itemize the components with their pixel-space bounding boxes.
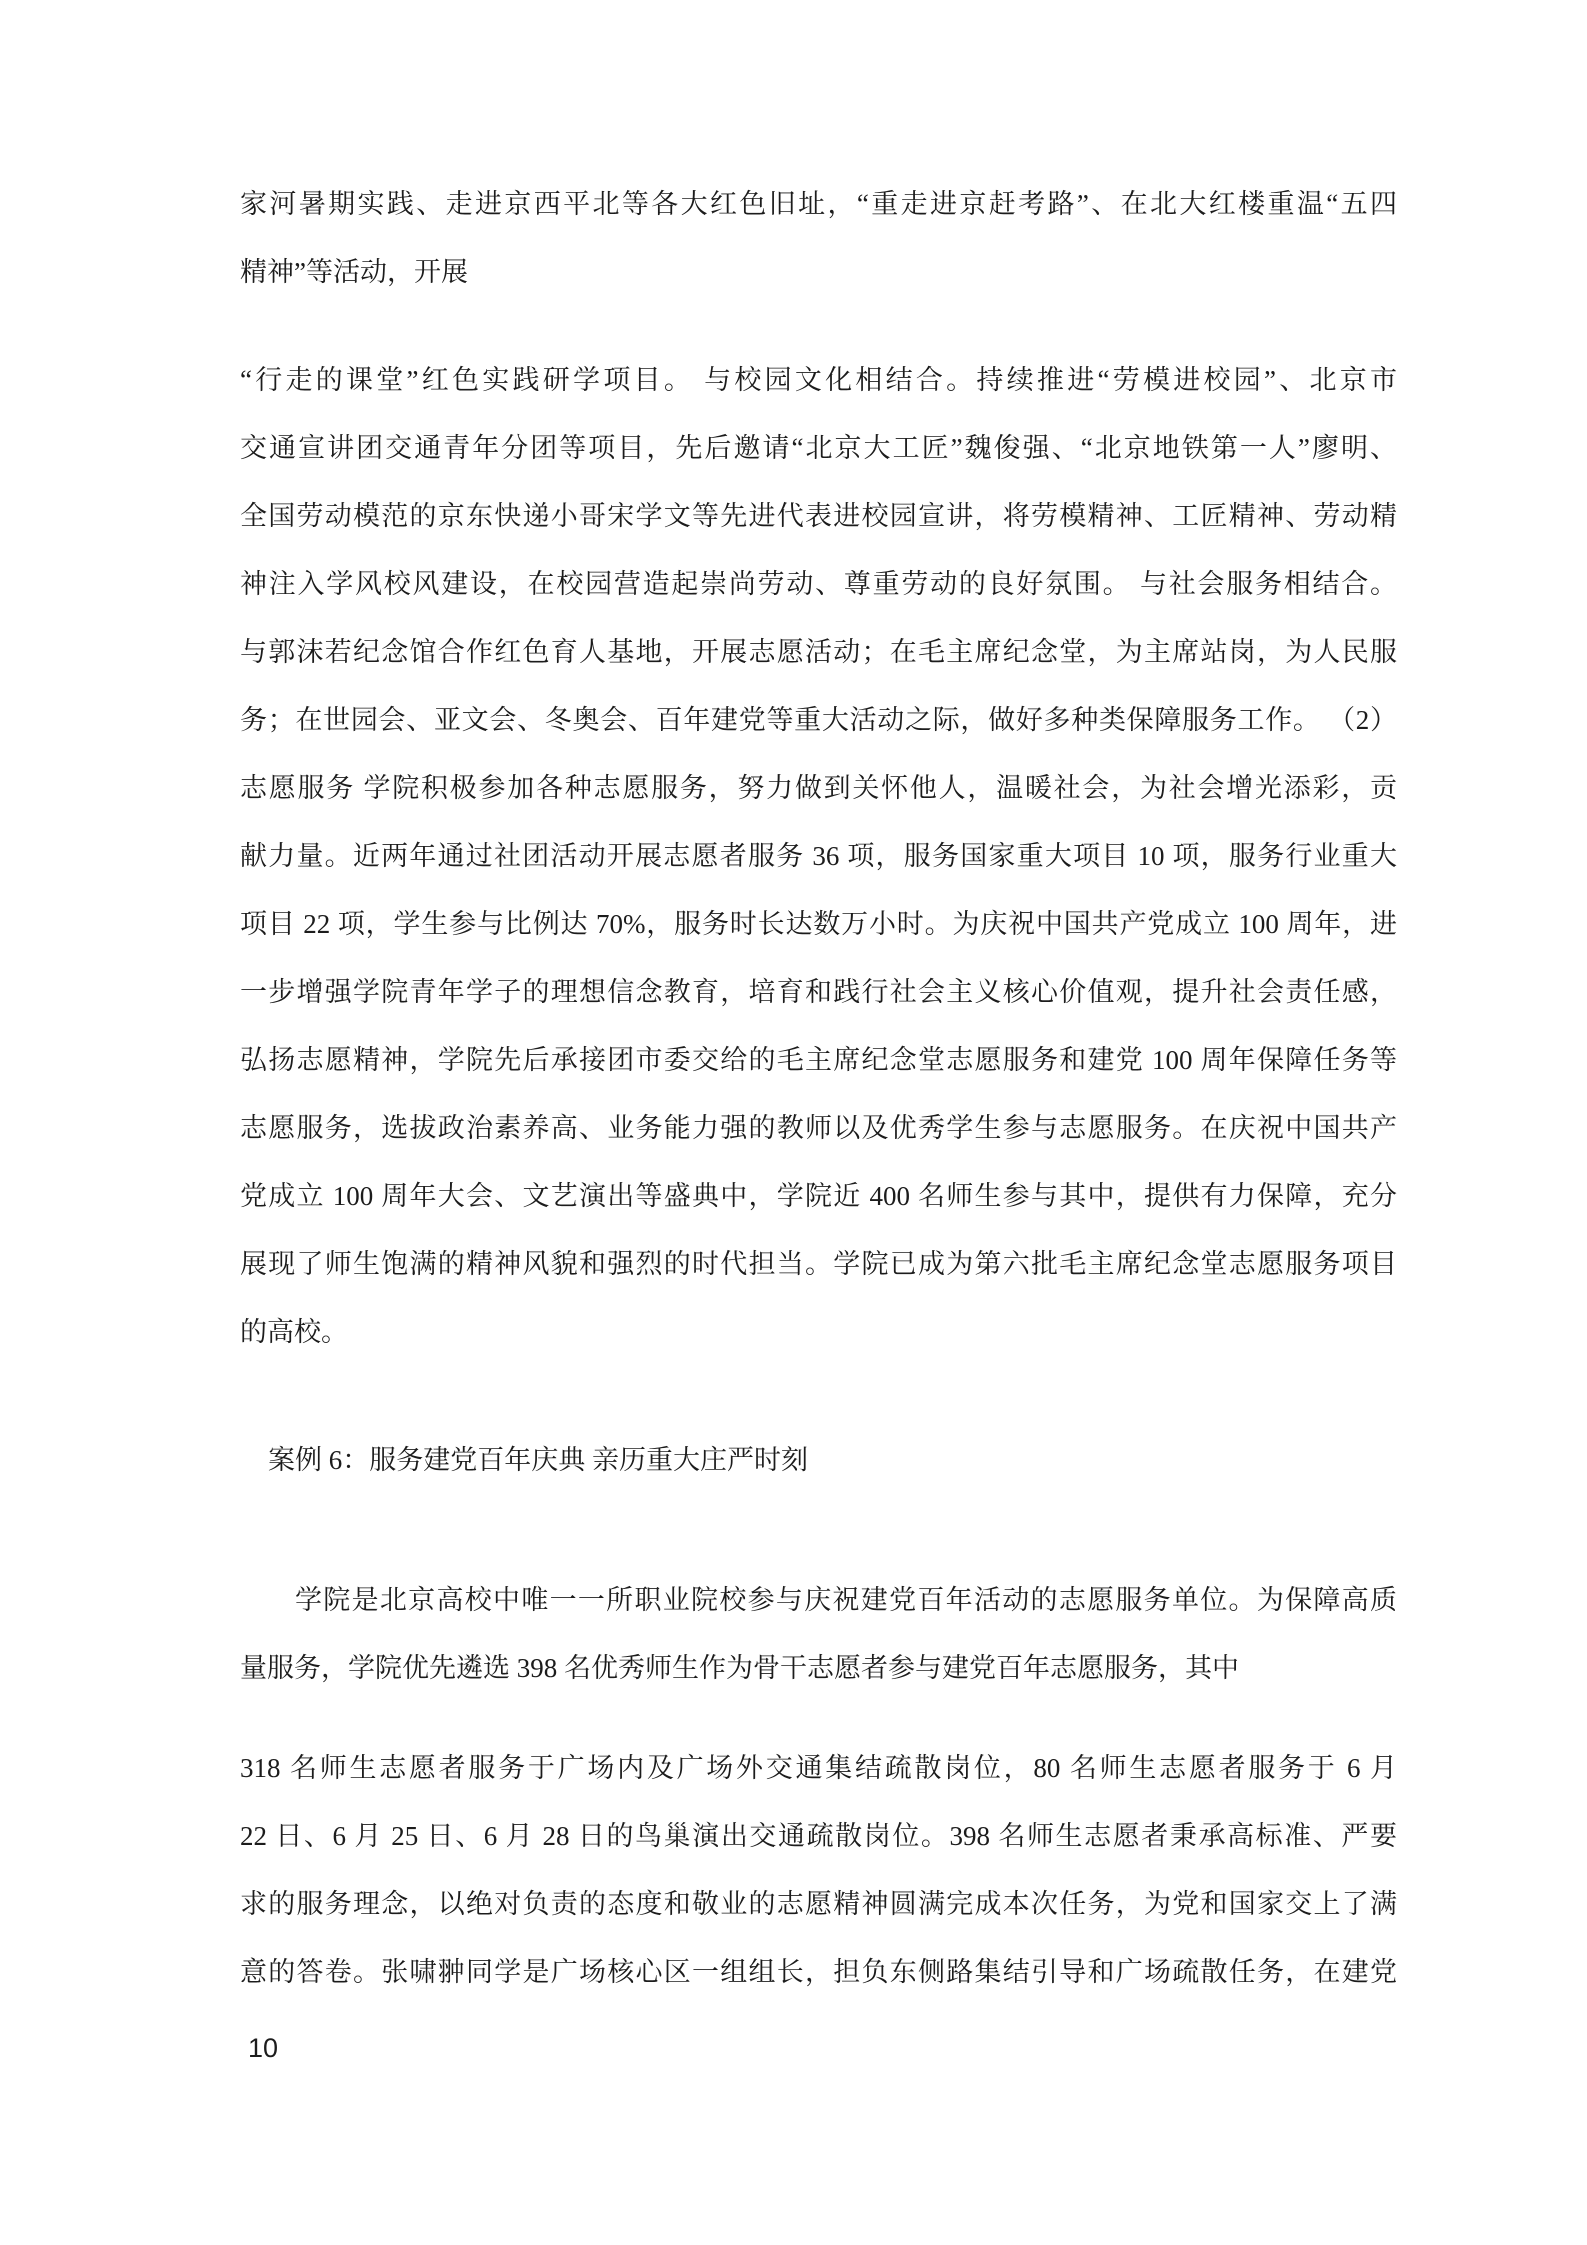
paragraph: [240, 346, 1397, 1366]
text-line: 项目 22 项，学生参与比例达 70%，服务时长达数万小时。为庆祝中国共产党成立 100 周年，进: [240, 909, 1397, 939]
text-line: 的高校。: [240, 1317, 348, 1347]
text-line: 318 名师生志愿者服务于广场内及广场外交通集结疏散岗位，80 名师生志愿者服务于 6 月: [240, 1753, 1397, 1783]
paragraph: [240, 1734, 1397, 2006]
text-line: 家河暑期实践、走进京西平北等各大红色旧址，“重走进京赶考路”、在北大红楼重温“五四: [240, 189, 1397, 219]
text-line: 全国劳动模范的京东快递小哥宋学文等先进代表进校园宣讲，将劳模精神、工匠精神、劳动精: [240, 501, 1397, 531]
paragraph: [240, 170, 1397, 306]
case-heading: 案例 6：服务建党百年庆典 亲历重大庄严时刻: [268, 1445, 808, 1475]
text-line: 学院是北京高校中唯一一所职业院校参与庆祝建党百年活动的志愿服务单位。为保障高质: [295, 1585, 1397, 1615]
text-line: 意的答卷。张啸翀同学是广场核心区一组组长，担负东侧路集结引导和广场疏散任务，在建党: [240, 1957, 1397, 1987]
text-line: 精神”等活动，开展: [240, 257, 468, 287]
text-line: 交通宣讲团交通青年分团等项目，先后邀请“北京大工匠”魏俊强、“北京地铁第一人”廖明、: [240, 433, 1397, 463]
text-line: 展现了师生饱满的精神风貌和强烈的时代担当。学院已成为第六批毛主席纪念堂志愿服务项目: [240, 1249, 1397, 1279]
case-heading-block: [240, 1426, 1397, 1494]
text-line: 弘扬志愿精神，学院先后承接团市委交给的毛主席纪念堂志愿服务和建党 100 周年保障任务等: [240, 1045, 1397, 1075]
text-line: 一步增强学院青年学子的理想信念教育，培育和践行社会主义核心价值观，提升社会责任感，: [240, 977, 1397, 1007]
page-number: 10: [248, 2033, 279, 2063]
text-line: 量服务，学院优先遴选 398 名优秀师生作为骨干志愿者参与建党百年志愿服务，其中: [240, 1653, 1239, 1683]
text-line: 志愿服务，选拔政治素养高、业务能力强的教师以及优秀学生参与志愿服务。在庆祝中国共产: [240, 1113, 1397, 1143]
text-line: “行走的课堂”红色实践研学项目。 与校园文化相结合。持续推进“劳模进校园”、北京市: [240, 365, 1397, 395]
text-line: 与郭沫若纪念馆合作红色育人基地，开展志愿活动；在毛主席纪念堂，为主席站岗，为人民服: [240, 637, 1397, 667]
text-line: 神注入学风校风建设，在校园营造起崇尚劳动、尊重劳动的良好氛围。 与社会服务相结合。: [240, 569, 1397, 599]
text-line: 22 日、6 月 25 日、6 月 28 日的鸟巢演出交通疏散岗位。398 名师生志愿者秉承高标准、严要: [240, 1821, 1397, 1851]
text-line: 献力量。近两年通过社团活动开展志愿者服务 36 项，服务国家重大项目 10 项，服务行业重大: [240, 841, 1397, 871]
text-line: 志愿服务 学院积极参加各种志愿服务，努力做到关怀他人，温暖社会，为社会增光添彩，贡: [240, 773, 1397, 803]
text-line: 求的服务理念，以绝对负责的态度和敬业的志愿精神圆满完成本次任务，为党和国家交上了满: [240, 1889, 1397, 1919]
text-line: 务；在世园会、亚文会、冬奥会、百年建党等重大活动之际，做好多种类保障服务工作。 （2）: [240, 705, 1397, 735]
paragraph: [240, 1566, 1397, 1702]
text-line: 党成立 100 周年大会、文艺演出等盛典中，学院近 400 名师生参与其中，提供有力保障，充分: [240, 1181, 1397, 1211]
